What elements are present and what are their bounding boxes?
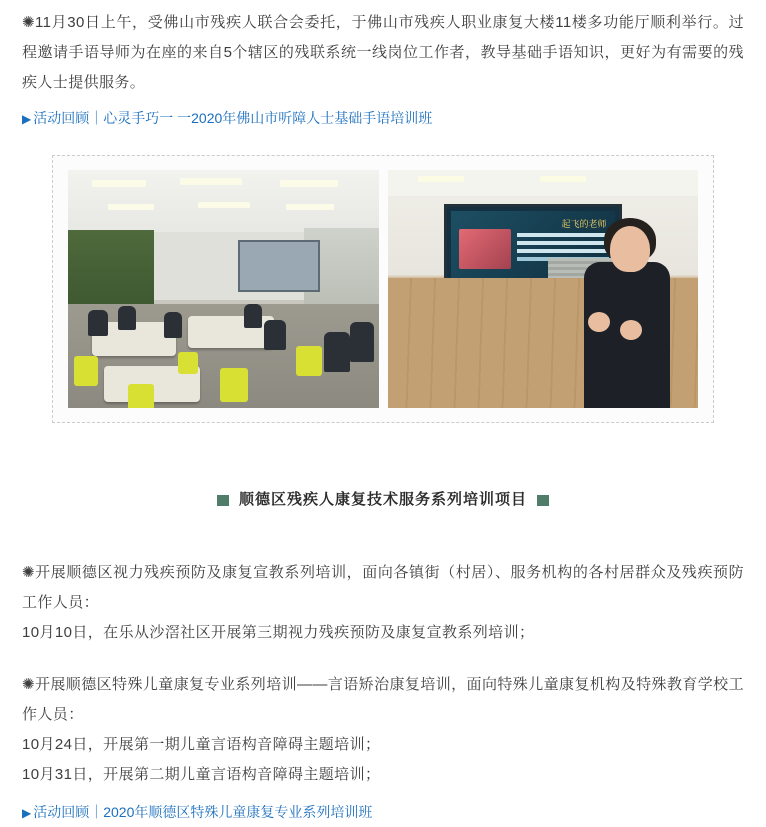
attendee [324, 332, 350, 372]
chair [128, 384, 154, 408]
paragraph-2: 10月10日，在乐从沙滘社区开展第三期视力残疾预防及康复宣教系列培训； [22, 624, 535, 641]
paragraph-1: ✺开展顺德区视力残疾预防及康复宣教系列培训，面向各镇街（村居）、服务机构的各村居群众及残疾预防工作人员： [22, 564, 744, 611]
ceiling-light [286, 204, 334, 210]
paragraph-3: ✺开展顺德区特殊儿童康复专业系列培训——言语矫治康复培训，面向特殊儿童康复机构及特殊教育学校工作人员： [22, 676, 744, 723]
attendee [264, 320, 286, 350]
chair [178, 352, 198, 374]
activity-review-link-bottom[interactable] [22, 798, 744, 827]
slide-text-lines [517, 233, 609, 237]
attendee [164, 312, 182, 338]
section-heading-wrap [22, 487, 744, 514]
slide-image [459, 229, 511, 269]
presenter-hand [588, 312, 610, 332]
intro-paragraph: ✺11月30日上午，受佛山市残疾人联合会委托，于佛山市残疾人职业康复大楼11楼多功能厅顺利举行。过程邀请手语导师为在座的来自5个辖区的残联系统一线岗位工作者，教导基础手语知识，更好为有需要的残疾人士提供服务。 [22, 14, 744, 91]
photo-meeting-room[interactable] [68, 170, 379, 408]
attendee [244, 304, 262, 328]
attendee [88, 310, 108, 336]
triangle-icon: ▶ [22, 112, 32, 126]
chair [296, 346, 322, 376]
paragraph-5: 10月31日，开展第二期儿童言语构音障碍主题培训； [22, 766, 381, 783]
photo-presenter[interactable] [388, 170, 699, 408]
paragraph-4: 10月24日，开展第一期儿童言语构音障碍主题培训； [22, 736, 381, 753]
link-text: 2020年顺德区特殊儿童康复专业系列培训班 [103, 804, 373, 820]
link-label: 活动回顾 [33, 804, 90, 820]
ceiling [388, 170, 699, 196]
link-label: 活动回顾 [33, 110, 90, 126]
presenter-head [610, 226, 650, 272]
green-wall [68, 230, 154, 310]
ceiling-light [198, 202, 250, 208]
link-text: 心灵手巧一 一2020年佛山市听障人士基础手语培训班 [103, 110, 433, 126]
link-separator: ｜ [89, 110, 104, 126]
projection-screen [238, 240, 320, 292]
ceiling-light [540, 176, 586, 182]
spacer [22, 648, 744, 670]
chair [74, 356, 98, 386]
lower-content [22, 558, 744, 827]
triangle-icon: ▶ [22, 806, 32, 820]
attendee [350, 322, 374, 362]
ceiling-light [418, 176, 464, 182]
link-separator: ｜ [89, 804, 104, 820]
presenter-hand [620, 320, 642, 340]
activity-review-link-top[interactable] [22, 104, 744, 133]
slide-title: 起飞的老师 [561, 219, 607, 229]
chair [220, 368, 248, 402]
attendee [118, 306, 136, 330]
section-heading: 顺德区残疾人康复技术服务系列培训项目 [223, 487, 543, 513]
photo-gallery [52, 155, 714, 423]
ceiling-light [180, 178, 242, 185]
ceiling-light [280, 180, 338, 187]
ceiling-light [92, 180, 146, 187]
ceiling-light [108, 204, 154, 210]
